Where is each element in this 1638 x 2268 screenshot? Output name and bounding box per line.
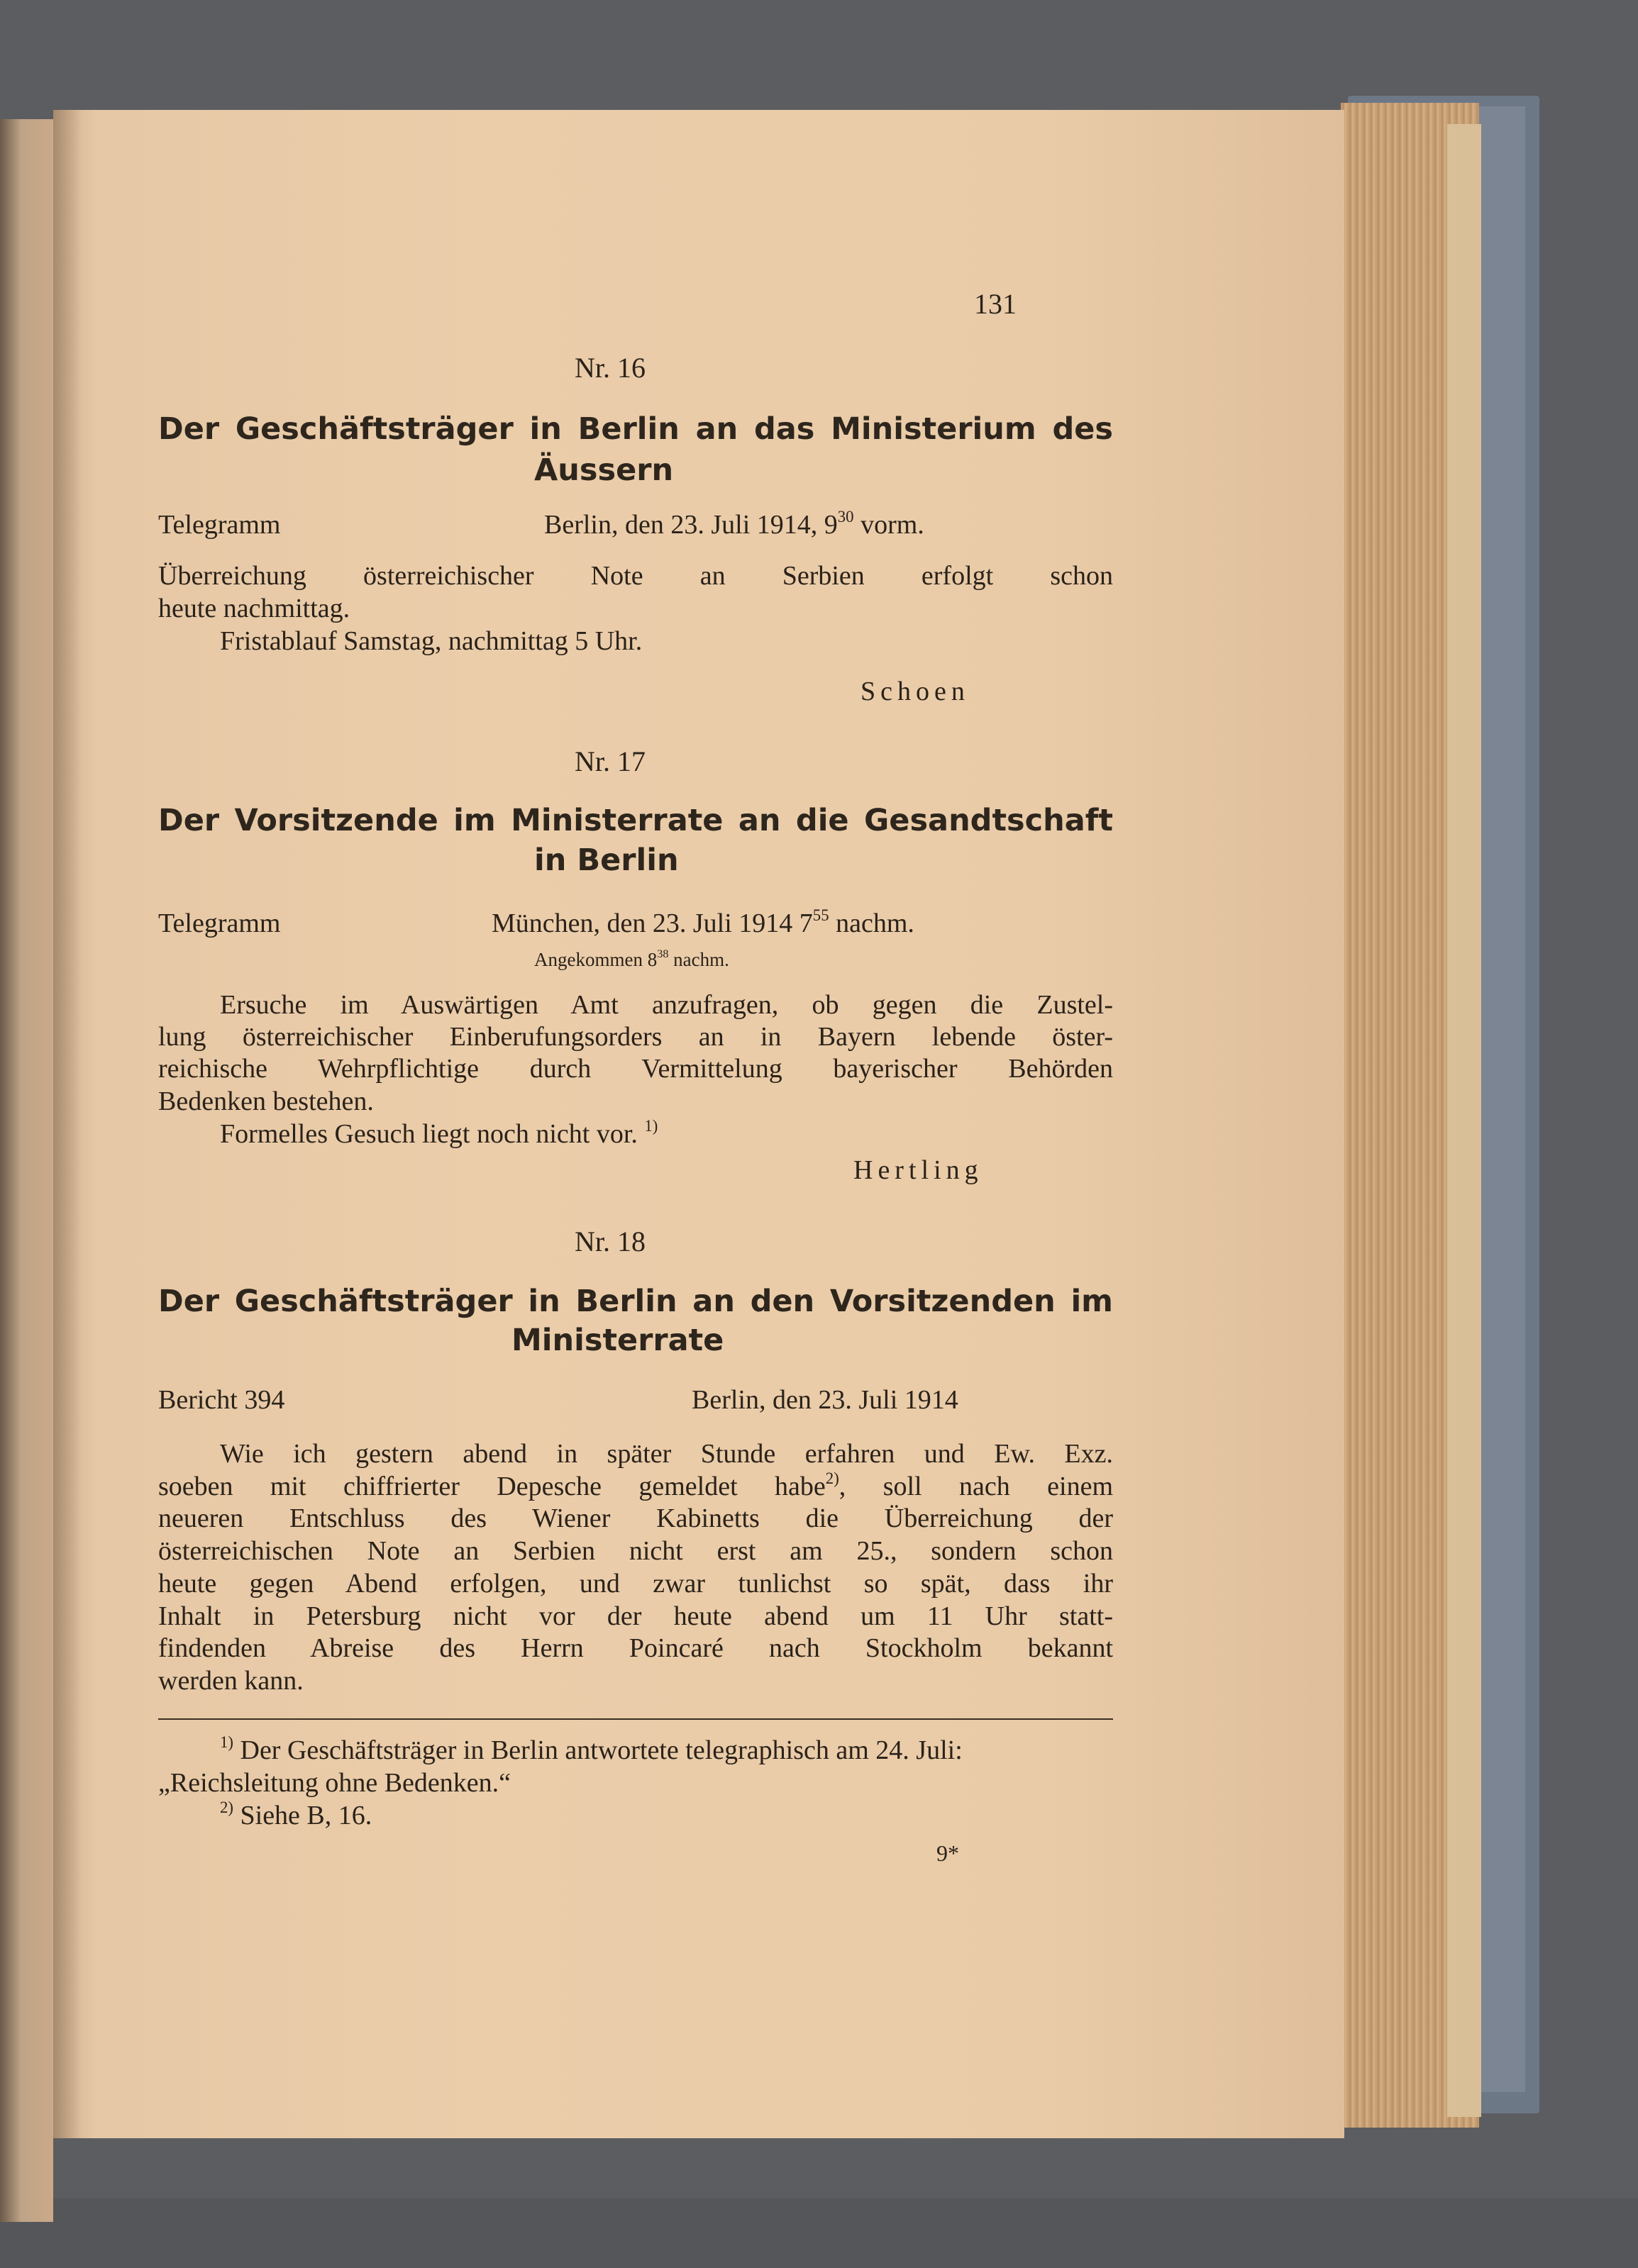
left-page-edge [0, 119, 53, 2222]
paragraph-line: neueren Entschluss des Wiener Kabinetts die Überreichung der [158, 1503, 1113, 1533]
page-number: 131 [974, 288, 1017, 320]
paragraph-line: Formelles Gesuch liegt noch nicht vor. $^{1)}$ [220, 1117, 658, 1149]
paragraph-line: heute gegen Abend erfolgen, und zwar tunlichst so spät, dass ihr [158, 1569, 1113, 1599]
section-number: Nr. 17 [575, 745, 646, 777]
section-number: Nr. 18 [575, 1225, 646, 1257]
footnote-rule [158, 1718, 1113, 1720]
received-note: Angekommen $8^{38}$ nachm. [534, 947, 729, 970]
doc-type: Telegramm [158, 510, 281, 540]
place-date: Berlin, den 23. Juli 1914 [692, 1385, 958, 1415]
doc-type: Telegramm [158, 908, 281, 938]
book-page [53, 110, 1344, 2138]
section-number: Nr. 16 [575, 352, 646, 384]
section-heading-line2: in Berlin [534, 843, 679, 878]
section-heading-line2: Ministerrate [511, 1323, 724, 1358]
signature: Schoen [860, 677, 970, 706]
place-date: Berlin, den 23. Juli 1914, $9^{30}$ vorm. [544, 508, 924, 540]
backdrop [0, 2198, 1638, 2268]
paragraph-line: lung österreichischer Einberufungsorders an in Bayern lebende öster- [158, 1022, 1113, 1052]
paragraph-line: soeben mit chiffrierter Depesche gemeldet habe$^{2)}$, soll nach einem [158, 1469, 1114, 1501]
paragraph-line: Fristablauf Samstag, nachmittag 5 Uhr. [220, 626, 643, 656]
paragraph-line: Ersuche im Auswärtigen Amt anzufragen, ob gegen die Zustel- [220, 990, 1113, 1020]
paragraph-line: reichische Wehrpflichtige durch Vermittelung bayerischer Behörden [158, 1054, 1113, 1084]
footnote: $^{1)}$ Der Geschäftsträger in Berlin antwortete telegraphisch am 24. Juli: [220, 1733, 963, 1765]
footnote-ref: 1) [644, 1117, 658, 1135]
page-gutter-shadow [53, 110, 82, 2138]
place-date: München, den 23. Juli 1914 $7^{55}$ nachm. [492, 906, 914, 938]
footnote: $^{2)}$ Siehe B, 16. [220, 1799, 372, 1830]
paragraph-line: findenden Abreise des Herrn Poincaré nach Stockholm bekannt [158, 1633, 1113, 1663]
page-edges-front [1447, 124, 1481, 2117]
signature: Hertling [853, 1155, 983, 1185]
footnote: „Reichsleitung ohne Bedenken.“ [158, 1768, 511, 1798]
paragraph-line: werden kann. [158, 1666, 304, 1696]
paragraph-line: heute nachmittag. [158, 594, 350, 623]
paragraph-line: Wie ich gestern abend in später Stunde erfahren und Ew. Exz. [220, 1439, 1113, 1469]
paragraph-line: Inhalt in Petersburg nicht vor der heute abend um 11 Uhr statt- [158, 1601, 1113, 1631]
paragraph-line: österreichischen Note an Serbien nicht erst am 25., sondern schon [158, 1536, 1113, 1566]
paragraph-line: Bedenken bestehen. [158, 1086, 374, 1116]
section-heading: Der Geschäftsträger in Berlin an das Ministerium des [158, 411, 1113, 447]
doc-type: Bericht 394 [158, 1385, 285, 1415]
section-heading-line2: Äussern [534, 452, 674, 488]
section-heading: Der Geschäftsträger in Berlin an den Vorsitzenden im [158, 1284, 1113, 1319]
footnote-ref: 2) [825, 1469, 839, 1488]
paragraph-line: Überreichung österreichischer Note an Serbien erfolgt schon [158, 561, 1113, 591]
signature-mark: 9* [936, 1840, 959, 1866]
section-heading: Der Vorsitzende im Ministerrate an die Gesandtschaft [158, 803, 1113, 838]
